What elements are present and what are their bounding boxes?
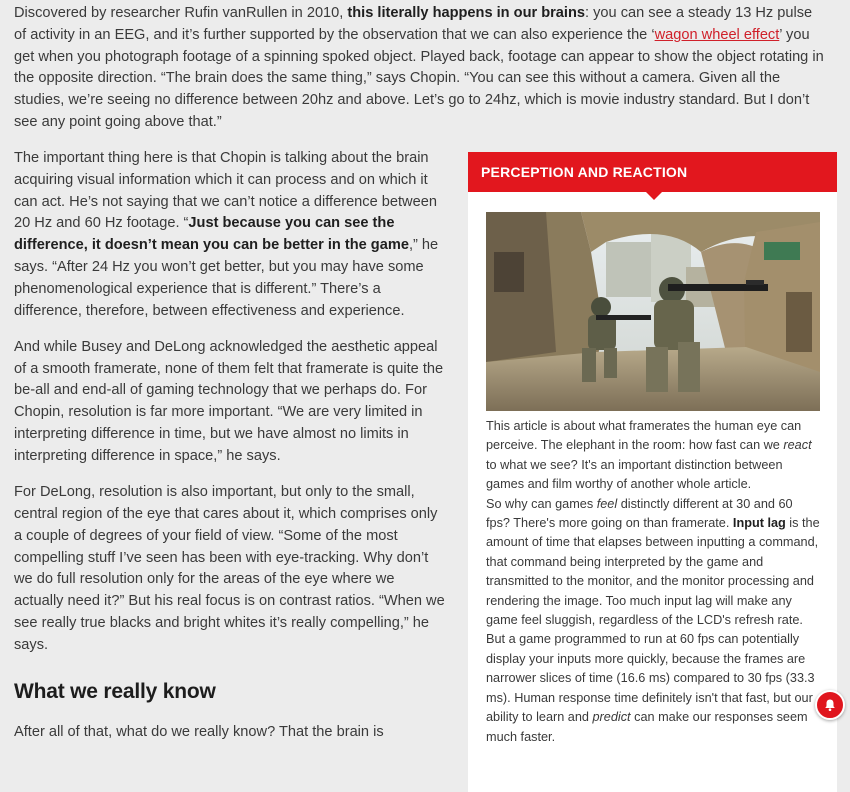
- intro-text-2: : you can see a steady 13 Hz pulse of activity in an EEG, and it’s further supported by the observation that we can also experience the ‘: [14, 5, 813, 43]
- s2-emphasis: feel: [596, 496, 618, 511]
- sidebar-paragraph-1: [486, 417, 820, 495]
- intro-bold: this literally happens in our brains: [347, 5, 586, 21]
- sidebar-paragraph-2: [486, 495, 820, 631]
- body-paragraph-2: And while Busey and DeLong acknowledged the aesthetic appeal of a smooth framerate, none of them felt that framerate is quite the be-all and end-all of gaming technology that we perhaps do. For Chopin, resolution is far more important. “We are very limited in interpreting difference in time, but we have almost no limits in interpreting difference in space,” he says.: [14, 338, 444, 464]
- p1-text-2: ,” he says. “After 24 Hz you won’t get better, but you may have some phenomenological experience that is different.” There’s a difference, therefore, between effectiveness and experience.: [14, 237, 439, 319]
- s2-text-3: is the amount of time that elapses between inputting a command, that command being interpreted by the game and transmitted to the monitor, and the monitor processing and rendering the image. Too much input lag will make any game feel sluggish, regardless of the LCD's refresh rate.: [486, 516, 820, 628]
- body-paragraph-1: [14, 148, 446, 322]
- s2-text-1: So why can games: [486, 496, 597, 511]
- p1-text-1: The important thing here is that Chopin is talking about the brain acquiring visual information which it can process and on which it can act. He’s not saying that we can’t notice a difference between 20 Hz and 60 Hz footage. “: [14, 150, 437, 232]
- wagon-wheel-link[interactable]: wagon wheel effect: [654, 26, 780, 43]
- s1-text-2: to what we see? It's an important distinction between games and film worthy of another whole article.: [486, 457, 783, 492]
- intro-text-1: Discovered by researcher Rufin vanRullen in 2010,: [14, 5, 348, 21]
- s2-bold: Input lag: [732, 516, 786, 531]
- section-heading: What we really know: [14, 679, 216, 703]
- p1-bold: Just because you can see the difference, it doesn’t mean you can be better in the game: [14, 215, 409, 254]
- sidebar-box: [468, 152, 837, 792]
- s1-text-1: This article is about what framerates the human eye can perceive. The elephant in the room: how fast can we: [486, 419, 802, 453]
- body-paragraph-4: After all of that, what do we really know? That the brain is: [14, 724, 384, 741]
- s2-text-2: distinctly different at 30 and 60 fps? There's more going on than framerate.: [486, 496, 793, 531]
- body-paragraph-3: For DeLong, resolution is also important, but only to the small, central region of the eye that cares about it, which comprises only a couple of degrees of your field of view. “Some of the most compelling stuff I’ve seen has been with eye-tracking. Why don’t we do full resolution only for the areas of the eye where we actually need it?” But his real focus is on contrast ratios. “When we see really true blacks and bright whites it’s really compelling,” he says.: [14, 484, 445, 653]
- sidebar-paragraph-3: [486, 630, 820, 746]
- sidebar-title: PERCEPTION AND REACTION: [468, 152, 837, 192]
- article-body: [14, 148, 446, 759]
- sidebar-image: [486, 212, 820, 411]
- s3-text-2: can make our responses seem much faster.: [486, 710, 808, 744]
- notification-button[interactable]: [815, 690, 845, 720]
- sidebar-text: [486, 417, 820, 747]
- s3-text-1: But a game programmed to run at 60 fps can potentially display your inputs more quickly, because the frames are narrower slices of time (16.6 ms) compared to 30 fps (33.3 ms). Human response time definitely isn't that fast, but our ability to learn and: [486, 632, 815, 725]
- bell-icon: [823, 698, 837, 712]
- intro-text-3: ’ you get when you photograph footage of a spinning spoked object. Played back, footage can appear to show the object rotating in the opposite direction. “The brain does the same thing,” says Chopin. “You can see this without a camera. Given all the studies, we’re seeing no difference between 20hz and above. Let’s go to 24hz, which is movie industry standard. But I don’t see any point going above that.”: [14, 26, 824, 130]
- intro-paragraph: [14, 3, 826, 134]
- s3-emphasis: predict: [592, 710, 631, 725]
- s1-emphasis: react: [783, 438, 812, 453]
